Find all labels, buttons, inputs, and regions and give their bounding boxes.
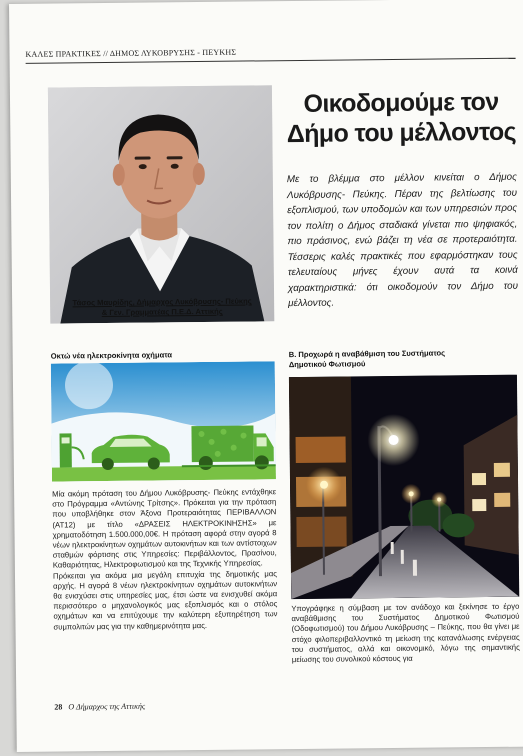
section-ev-title: Οκτώ νέα ηλεκτροκίνητα οχήματα (50, 350, 173, 361)
portrait-caption-line2: & Γεν. Γραμματέας Π.Ε.Δ. Αττικής (101, 306, 223, 318)
page-number: 28 (54, 702, 63, 712)
section-ev-paragraph-2: Πρόκειται για ακόμα μια μεγάλη επιτυχία της δημοτικής μας αρχής. Η αγορά 8 νέων ηλεκτροκίνητων οχημάτων αυτοκινήτων θα ενισχύσει στις υπηρεσίες μας, έτσι ώστε να ενισχυθεί ακόμα περισσότερο ο μηχανολογικός μας εξοπλισμός και ο στόλος οχημάτων και να επιτύχουμε την καλύτερη εξυπηρέτηση των συμπολιτών μας για την καθημερινότητα μας. (52, 568, 278, 632)
section-ev-paragraph-1: Μία ακόμη πρόταση του Δήμου Λυκόβρυσης- Πεύκης εντάχθηκε στο Πρόγραμμα «Αντώνης Τρίτσης». Πρόκειται για την πρόταση που υποβλήθηκε στον Άξονα Προτεραιότητας ΠΕΡΙΒΑΛΛΟΝ (ΑΤ12) με τίτλο «ΔΡΑΣΕΙΣ ΗΛΕΚΤΡΟΚΙΝΗΣΗΣ» με χρηματοδότηση 1.500.000,00€. Η πρόταση αφορά στην αγορά 8 νέων ηλεκτροκίνητων οχημάτων αυτοκινήτων και των αντίστοιχων σταθμών φόρτισης στις Υπηρεσίες: Περιβάλλοντος, Πρασίνου, Καθαριότητας, Ηλεκτροφωτισμού και της Τεχνικής Υπηρεσίας. (52, 487, 277, 570)
portrait-caption-line1: Τάσος Μαυρίδης, Δήμαρχος Λυκόβρυσης- Πεύκης (72, 296, 252, 308)
section-ev-body (52, 487, 277, 632)
page-header: ΚΑΛΕΣ ΠΡΑΚΤΙΚΕΣ // ΔΗΜΟΣ ΛΥΚΟΒΡΥΣΗΣ - ΠΕΥΚΗΣ (25, 47, 237, 59)
street-lighting-photo (289, 375, 519, 599)
article-title-line1: Οικοδομούμε τον (303, 87, 499, 118)
ev-illustration (51, 361, 276, 481)
portrait-caption (50, 296, 274, 318)
header-rule (26, 58, 516, 64)
article-title-line2: Δήμο του μέλλοντος (286, 117, 517, 149)
mayor-portrait-photo (48, 85, 274, 323)
section-lighting-title-line2: Δημοτικού Φωτισμού (288, 359, 366, 370)
section-lighting-title (289, 348, 513, 370)
article-title (286, 87, 517, 149)
article-intro: Με το βλέμμα στο μέλλον κινείται ο Δήμος Λυκόβρυσης- Πεύκης. Πέραν της βελτίωσης του εξοπλισμού, των υποδομών και των υπηρεσιών προς τον πολίτη ο Δήμος σταδιακά γίνεται πιο ψηφιακός, πιο πράσινος, ενώ βάζει τη νέα σε προτεραιότητα. Τέσσερις καλές πρακτικές που εφαρμόστηκαν τους τελευταίους μήνες έχουν αυτά τα κοινά χαρακτηριστικά: ότι οικοδομούν τον Δήμο του μέλλοντος. (286, 171, 519, 310)
page-footer (54, 702, 145, 712)
section-lighting-title-line1: Β. Προχωρά η αναβάθμιση του Συστήματος (288, 348, 446, 360)
section-lighting-body: Υπογράφηκε η σύμβαση με τον ανάδοχο και ξεκίνησε το έργο αναβάθμισης του Συστήματος Δημοτικού Φωτισμού (Οδοφωτισμού) του Δήμου Λυκόβρυσης – Πεύκης, που θα γίνει με στόχο φιλοπεριβαλλοντικό τη μείωση της καταvάλωσης ενέργειας του συστήματος, αλλά και οικονομικό, λόγω της σημαντικής μείωσης του συνολικού κόστους για (291, 601, 520, 665)
magazine-name: Ο Δήμαρχος της Αττικής (68, 701, 146, 712)
magazine-page (9, 0, 523, 752)
